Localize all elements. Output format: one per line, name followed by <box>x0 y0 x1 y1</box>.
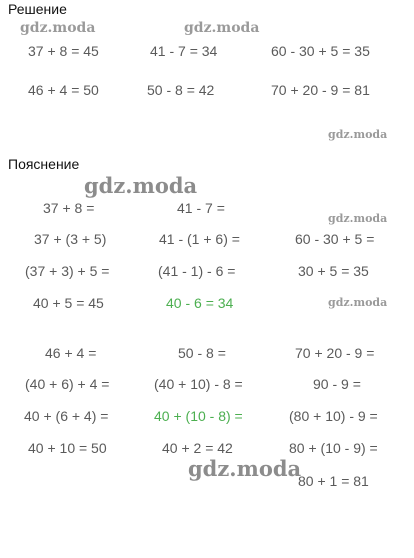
watermark: gdz.moda <box>184 20 260 36</box>
solution-eq: 50 - 8 = 42 <box>147 82 215 98</box>
explanation-eq: (40 + 10) - 8 = <box>154 376 243 392</box>
solution-heading: Решение <box>8 1 67 17</box>
explanation-eq: 41 - 7 = <box>177 200 225 216</box>
explanation-eq: 60 - 30 + 5 = <box>295 231 375 247</box>
solution-eq: 60 - 30 + 5 = 35 <box>271 43 370 59</box>
watermark: gdz.moda <box>84 173 198 198</box>
watermark: gdz.moda <box>328 128 388 141</box>
solution-eq: 70 + 20 - 9 = 81 <box>271 82 370 98</box>
solution-eq: 37 + 8 = 45 <box>28 43 99 59</box>
explanation-eq: 30 + 5 = 35 <box>298 263 369 279</box>
explanation-eq: 90 - 9 = <box>313 376 361 392</box>
explanation-eq: 46 + 4 = <box>45 345 97 361</box>
watermark: gdz.moda <box>188 456 302 481</box>
explanation-eq: 80 + (10 - 9) = <box>289 440 378 456</box>
explanation-eq: 37 + 8 = <box>43 200 95 216</box>
explanation-eq: (80 + 10) - 9 = <box>289 408 378 424</box>
explanation-eq: (37 + 3) + 5 = <box>25 263 110 279</box>
explanation-eq: 40 + (10 - 8) = <box>154 408 243 424</box>
solution-eq: 41 - 7 = 34 <box>150 43 218 59</box>
watermark: gdz.moda <box>20 20 96 36</box>
explanation-eq: 40 + 5 = 45 <box>33 295 104 311</box>
explanation-eq: 40 - 6 = 34 <box>166 295 234 311</box>
explanation-eq: 80 + 1 = 81 <box>298 473 369 489</box>
explanation-eq: 41 - (1 + 6) = <box>159 231 240 247</box>
explanation-eq: (41 - 1) - 6 = <box>158 263 236 279</box>
watermark: gdz.moda <box>328 212 388 225</box>
explanation-eq: 70 + 20 - 9 = <box>295 345 375 361</box>
explanation-heading: Пояснение <box>8 156 80 172</box>
explanation-eq: 40 + 10 = 50 <box>28 440 107 456</box>
explanation-eq: 40 + (6 + 4) = <box>24 408 109 424</box>
solution-eq: 46 + 4 = 50 <box>28 82 99 98</box>
explanation-eq: 40 + 2 = 42 <box>162 440 233 456</box>
watermark: gdz.moda <box>328 296 388 309</box>
explanation-eq: 50 - 8 = <box>178 345 226 361</box>
explanation-eq: (40 + 6) + 4 = <box>25 376 110 392</box>
explanation-eq: 37 + (3 + 5) <box>34 231 107 247</box>
